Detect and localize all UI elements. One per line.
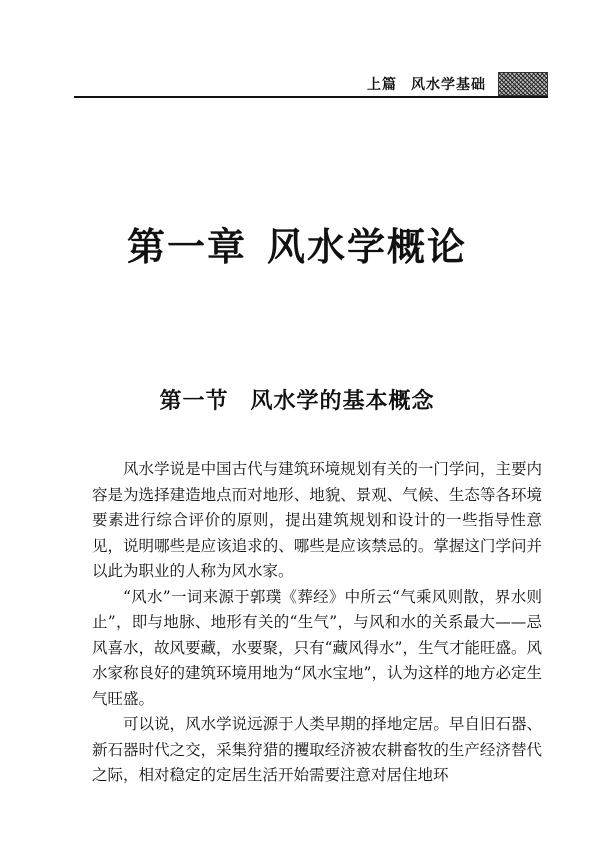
paragraph: 可以说，风水学说远源于人类早期的择地定居。早自旧石器、新石器时代之交，采集狩猎的攫取经济被农耕畜牧的生产经济替代之际，相对稳定的定居生活开始需要注意对居住地环: [92, 715, 542, 784]
header-title: 风水学基础: [411, 77, 486, 93]
body-text: [92, 457, 542, 789]
header-ornament-icon: [498, 72, 548, 96]
header-divider: [74, 96, 548, 98]
paragraph: 风水学说是中国古代与建筑环境规划有关的一门学问，主要内容是为选择建造地点而对地形、地貌、景观、气候、生态等各环境要素进行综合评价的原则，提出建筑规划和设计的一些指导性意见，说明哪些是应该追求的、哪些是应该禁忌的。掌握这门学问并以此为职业的人称为风水家。: [92, 460, 542, 580]
header-part-label: 上篇: [367, 77, 397, 93]
running-header: [367, 72, 548, 96]
chapter-name: 风水学概论: [267, 225, 468, 269]
section-name: 风水学的基本概念: [250, 389, 435, 414]
chapter-title: [0, 216, 594, 271]
section-title: [0, 384, 594, 415]
chapter-number: 第一章: [126, 225, 247, 269]
paragraph: “风水”一词来源于郭璞《葬经》中所云“气乘风则散，界水则止”，即与地脉、地形有关的“生气”，与风和水的关系最大——忌风喜水，故风要藏，水要聚，只有“藏风得水”，生气才能旺盛。风水家称良好的建筑环境用地为“风水宝地”，认为这样的地方必定生气旺盛。: [92, 587, 542, 708]
section-number: 第一节: [159, 389, 229, 414]
